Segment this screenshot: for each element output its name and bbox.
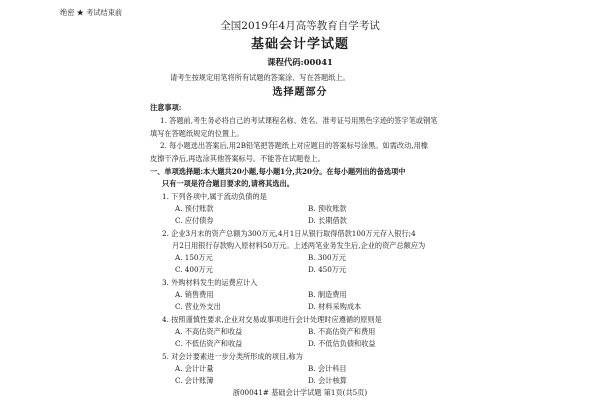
subject-title: 基础会计学试题 [250, 37, 349, 52]
notes-line: 皮擦干净后,再选涂其他答案标号。不能答在试题卷上。 [150, 154, 325, 163]
option-b: B. 会计科目 [308, 364, 347, 373]
part-one-heading-cont: 只有一项是符合题目要求的,请将其选出。 [162, 179, 294, 188]
question-stem: 3. 外购材料发生的运费应计入 [162, 278, 258, 287]
secret-mark: 绝密 ★ 考试结束前 [60, 8, 123, 17]
option-d: D. 材料采购成本 [308, 302, 362, 311]
question-stem: 5. 对会计要素进一步分类所形成的项目,称为 [162, 352, 303, 361]
option-c: C. 400万元 [175, 265, 213, 274]
option-a: A. 150万元 [175, 253, 213, 262]
option-c: C. 应付债券 [175, 216, 214, 225]
option-d: D. 450万元 [308, 265, 347, 274]
question-stem: 2. 企业3月末的资产总额为300万元,4月1日从银行取得借款100万元存入银行;4 [162, 229, 416, 238]
notes-line: 填写在答题纸规定的位置上。 [150, 129, 244, 138]
option-b: B. 预收账款 [308, 204, 347, 213]
notes-line: 1. 答题前,考生务必将自己的考试课程名称、姓名、准考证号用黑色字迹的签字笔或钢笔 [160, 116, 438, 125]
notes-line: 2. 每小题选出答案后,用2B铅笔把答题纸上对应题目的答案标号涂黑。如需改动,用橡 [160, 141, 428, 150]
option-c: C. 不低估资产和收益 [175, 339, 243, 348]
option-b: B. 300万元 [308, 253, 346, 262]
section-title: 选择题部分 [272, 87, 328, 98]
question-stem-cont: 月2日用银行存款购入原材料50万元。上述两笔业务发生后,企业的资产总额应为 [172, 241, 426, 250]
option-d: D. 不低估负债和收益 [308, 339, 376, 348]
option-b: B. 不高估资产和费用 [308, 327, 376, 336]
exam-title: 全国2019年4月高等教育自学考试 [220, 20, 380, 32]
top-instruction: 请考生按规定用笔将所有试题的答案涂、写在答题纸上。 [170, 73, 350, 82]
part-one-heading: 一、单项选择题:本大题共20小题,每小题1分,共20分。在每小题列出的备选项中 [150, 167, 406, 176]
page-footer: 浙00041# 基础会计学试题 第1页(共5页) [232, 388, 368, 397]
option-c: C. 会计账簿 [175, 376, 214, 385]
option-b: B. 制造费用 [308, 290, 347, 299]
question-stem: 1. 下列各项中,属于流动负债的是 [162, 192, 267, 201]
option-d: D. 长期借款 [308, 216, 347, 225]
notes-heading: 注意事项: [150, 103, 182, 112]
course-code: 课程代码:00041 [267, 57, 333, 67]
option-a: A. 预付账款 [175, 204, 214, 213]
option-c: C. 营业外支出 [175, 302, 221, 311]
option-a: A. 会计计量 [175, 364, 214, 373]
option-a: A. 销售费用 [175, 290, 214, 299]
option-d: D. 会计核算 [308, 376, 347, 385]
option-a: A. 不高估资产和收益 [175, 327, 243, 336]
question-stem: 4. 按照谨慎性要求,企业对交易或事项进行会计处理时应遵循的原则是 [162, 315, 382, 324]
